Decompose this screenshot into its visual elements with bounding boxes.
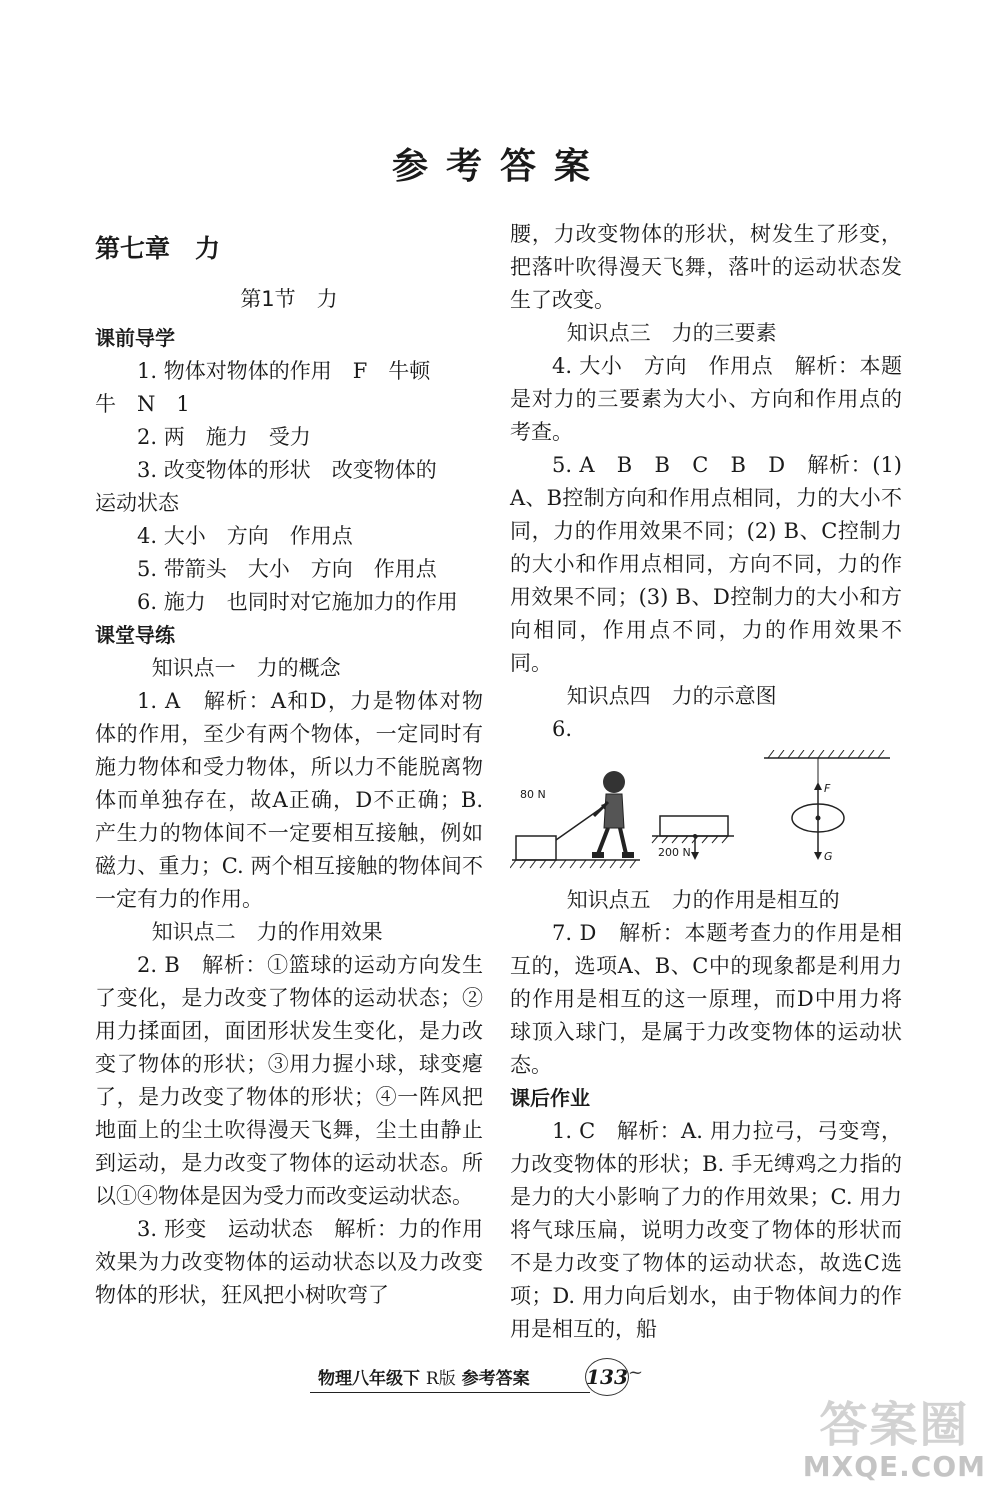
- footer-book-info: [318, 1364, 530, 1389]
- pre-study-line: 2. 两 施力 受力: [137, 425, 311, 449]
- footer-edition: R版: [425, 1369, 456, 1389]
- answer-3-continued: 腰，力改变物体的形状，树发生了形变，把落叶吹得漫天飞舞，落叶的运动状态发生了改变。: [510, 222, 902, 312]
- force-diagram: [510, 750, 902, 878]
- knowledge-point-3-title: 知识点三 力的三要素: [566, 321, 777, 345]
- heading-homework: 课后作业: [510, 1086, 590, 1110]
- answer-3: 3. 形变 运动状态 解析：力的作用效果为力改变物体的运动状态以及力改变物体的形状，狂风把小树吹弯了: [95, 1217, 483, 1307]
- gravity-force-arrow: [814, 852, 822, 860]
- answer-2: 2. B 解析：①篮球的运动方向发生了变化，是力改变了物体的运动状态；②用力揉面团，面团形状发生变化，是力改变了物体的形状；③用力握小球，球变瘪了，是力改变了物体的形状；④一阵风把地面上的尘土吹得漫天飞舞，尘土由静止到运动，是力改变了物体的运动状态。所以①④物体是因为受力而改变运动状态。: [95, 953, 483, 1208]
- pre-study-answers: [95, 355, 483, 619]
- section-title: 第1节 力: [240, 287, 338, 311]
- swirl-ornament-icon: ~: [628, 1362, 644, 1383]
- boy-figure: [592, 771, 634, 858]
- chapter-title: 第七章 力: [95, 234, 221, 263]
- left-column: [95, 222, 483, 1312]
- page-footer: [0, 1358, 1000, 1398]
- pre-study-line: 6. 施力 也同时对它施加力的作用: [137, 590, 458, 614]
- label-200n: 200 N: [658, 846, 691, 859]
- answer-1: 1. A 解析：A和D，力是物体对物体的作用，至少有两个物体，一定同时有施力物体和受力物体，所以力不能脱离物体而单独存在，故A正确，D不正确；B. 产生力的物体间不一定要相互接触，例如磁力、重力；C. 两个相互接触的物体间不一定有力的作用。: [95, 689, 483, 911]
- watermark-url: MXQE.COM: [802, 1450, 986, 1483]
- pre-study-line: 牛 N 1: [95, 392, 190, 416]
- page-number: 133: [585, 1358, 629, 1396]
- pre-study-line: 运动状态: [95, 491, 179, 515]
- tension-force-arrow: [814, 782, 822, 790]
- ceiling-hatch: [768, 750, 884, 758]
- answer-6-label: 6.: [552, 717, 573, 741]
- footer-book: 物理八年级下: [318, 1369, 420, 1389]
- pulled-box: [516, 836, 556, 860]
- knowledge-point-1-title: 知识点一 力的概念: [151, 656, 341, 680]
- label-g: G: [824, 850, 833, 863]
- footer-rule: [310, 1392, 590, 1393]
- heading-pre-study: 课前导学: [95, 326, 175, 350]
- knowledge-point-5-title: 知识点五 力的作用是相互的: [566, 888, 840, 912]
- label-f: F: [824, 782, 831, 795]
- ground-hatch-2: [652, 836, 728, 843]
- footer-label: 参考答案: [461, 1369, 530, 1389]
- right-column: [510, 218, 902, 1346]
- answer-5: 5. A B B C B D 解析：(1) A、B控制方向和作用点相同，力的大小不同，力的作用效果不同；(2) B、C控制力的大小和作用点相同，方向不同，力的作用效果不同；(3) B、D控制力的大小和方向相同，作用点不同，力的作用效果不同。: [510, 453, 902, 675]
- watermark-logo: 答案圈: [819, 1397, 970, 1453]
- pre-study-line: 1. 物体对物体的作用 F 牛顿: [137, 359, 431, 383]
- label-80n: 80 N: [520, 788, 546, 801]
- answer-4: 4. 大小 方向 作用点 解析：本题是对力的三要素为大小、方向和作用点的考查。: [510, 354, 902, 444]
- force-diagram-figure: [510, 750, 902, 878]
- block: [660, 816, 728, 836]
- pre-study-line: 4. 大小 方向 作用点: [137, 524, 353, 548]
- heading-class-practice: 课堂导练: [95, 623, 175, 647]
- knowledge-point-2-title: 知识点二 力的作用效果: [151, 920, 383, 944]
- knowledge-point-4-title: 知识点四 力的示意图: [566, 684, 777, 708]
- watermark: [803, 1398, 986, 1482]
- answer-7: 7. D 解析：本题考查力的作用是相互的，选项A、B、C中的现象都是利用力的作用是相互的这一原理，而D中用力将球顶入球门，是属于力改变物体的运动状态。: [510, 921, 902, 1077]
- homework-answer-1: 1. C 解析：A. 用力拉弓，弓变弯，力改变物体的形状；B. 手无缚鸡之力指的是力的大小影响了力的作用效果；C. 用力将气球压扁，说明力改变了物体的形状而不是力改变了物体的运动状态，故选C选项；D. 用力向后划水，由于物体间力的作用是相互的，船: [510, 1119, 902, 1341]
- page-title: 参考答案: [391, 146, 608, 187]
- pre-study-line: 5. 带箭头 大小 方向 作用点: [137, 557, 437, 581]
- pressure-force-arrow: [691, 852, 699, 860]
- ground-hatch-1: [510, 860, 636, 868]
- pre-study-line: 3. 改变物体的形状 改变物体的: [137, 458, 437, 482]
